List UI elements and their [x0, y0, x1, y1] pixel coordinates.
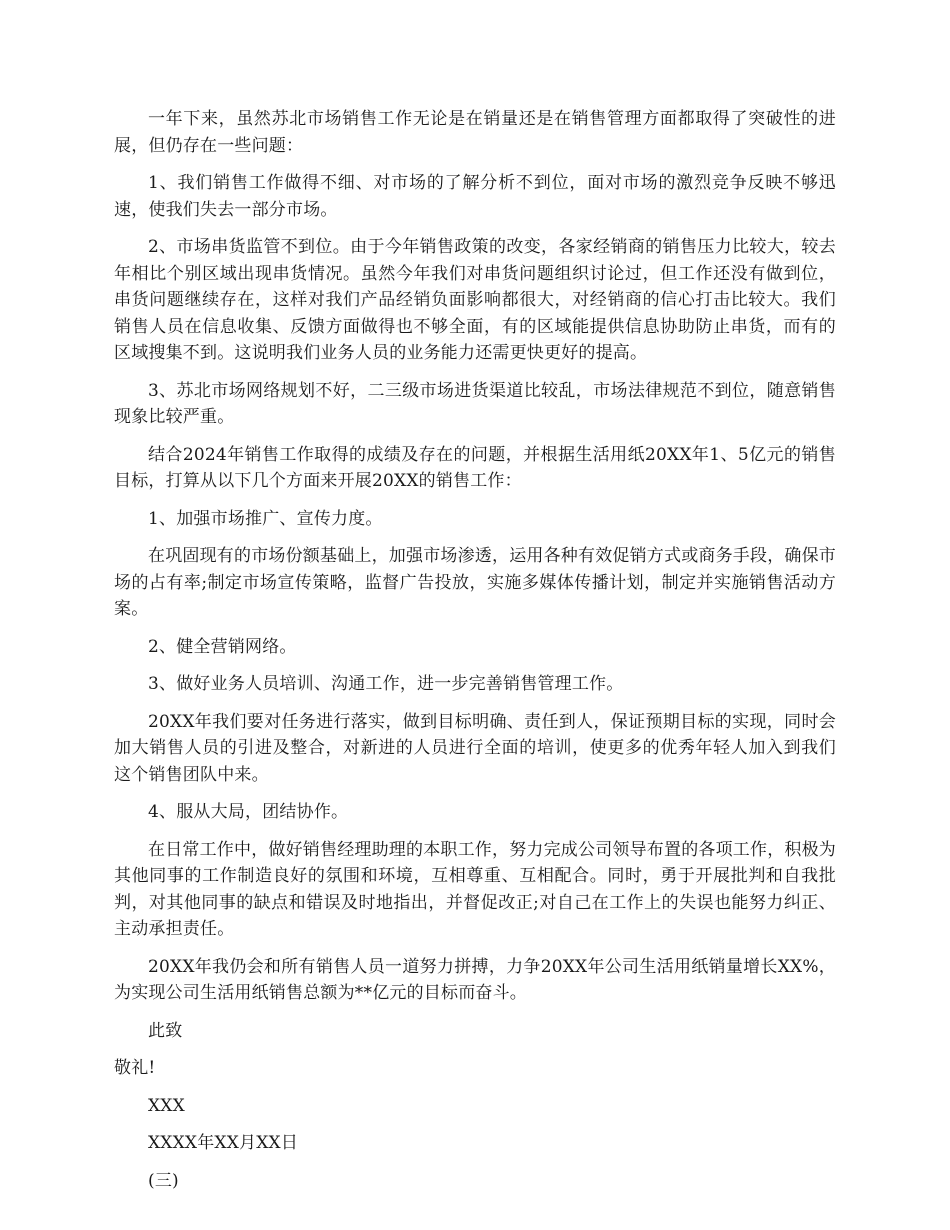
- paragraph-plan-3-body: 20XX年我们要对任务进行落实，做到目标明确、责任到人，保证预期目标的实现，同时会加大销售人员的引进及整合，对新进的人员进行全面的培训，使更多的优秀年轻人加入到我们这个销售团队中来。: [114, 711, 836, 785]
- paragraph-plan-intro: 结合2024年销售工作取得的成绩及存在的问题，并根据生活用纸20XX年1、5亿元的销售目标，打算从以下几个方面来开展20XX的销售工作：: [114, 444, 836, 491]
- paragraph-intro: 一年下来，虽然苏北市场销售工作无论是在销量还是在销售管理方面都取得了突破性的进展，但仍存在一些问题：: [114, 109, 836, 156]
- paragraph-plan-1-heading: 1、加强市场推广、宣传力度。: [148, 508, 383, 529]
- paragraph-issue-3: 3、苏北市场网络规划不好，二三级市场进货渠道比较乱，市场法律规范不到位，随意销售现象比较严重。: [114, 380, 836, 427]
- paragraph-plan-2-heading: 2、健全营销网络。: [148, 636, 297, 657]
- paragraph-issue-2: 2、市场串货监管不到位。由于今年销售政策的改变，各家经销商的销售压力比较大，较去年相比个别区域出现串货情况。虽然今年我们对串货问题组织讨论过，但工作还没有做到位，串货问题继续存在，这样对我们产品经销负面影响都很大，对经销商的信心打击比较大。我们销售人员在信息收集、反馈方面做得也不够全面，有的区域能提供信息协助防止串货，而有的区域搜集不到。这说明我们业务人员的业务能力还需更快更好的提高。: [114, 237, 836, 363]
- paragraph-issue-1: 1、我们销售工作做得不细、对市场的了解分析不到位，面对市场的激烈竞争反映不够迅速，使我们失去一部分市场。: [114, 173, 836, 220]
- paragraph-plan-1-body: 在巩固现有的市场份额基础上，加强市场渗透，运用各种有效促销方式或商务手段，确保市场的占有率;制定市场宣传策略，监督广告投放，实施多媒体传播计划，制定并实施销售活动方案。: [114, 546, 836, 619]
- paragraph-plan-4-body: 在日常工作中，做好销售经理助理的本职工作，努力完成公司领导布置的各项工作，积极为其他同事的工作制造良好的氛围和环境，互相尊重、互相配合。同时，勇于开展批判和自我批判，对其他同事的缺点和错误及时地指出，并督促改正;对自己在工作上的失误也能努力纠正、主动承担责任。: [114, 839, 836, 939]
- date-line: XXXX年XX月XX日: [148, 1133, 299, 1153]
- salutation: 此致: [148, 1020, 183, 1041]
- respect-line: 敬礼!: [114, 1058, 156, 1078]
- paragraph-plan-4-heading: 4、服从大局，团结协作。: [148, 802, 349, 822]
- paragraph-conclusion: 20XX年我仍会和所有销售人员一道努力拼搏，力争20XX年公司生活用纸销量增长XX%，为实现公司生活用纸销售总额为**亿元的目标而奋斗。: [114, 956, 836, 1003]
- section-marker: (三): [148, 1170, 179, 1191]
- document-page: [114, 106, 836, 1205]
- signature: XXX: [148, 1095, 185, 1116]
- paragraph-plan-3-heading: 3、做好业务人员培训、沟通工作，进一步完善销售管理工作。: [148, 674, 624, 694]
